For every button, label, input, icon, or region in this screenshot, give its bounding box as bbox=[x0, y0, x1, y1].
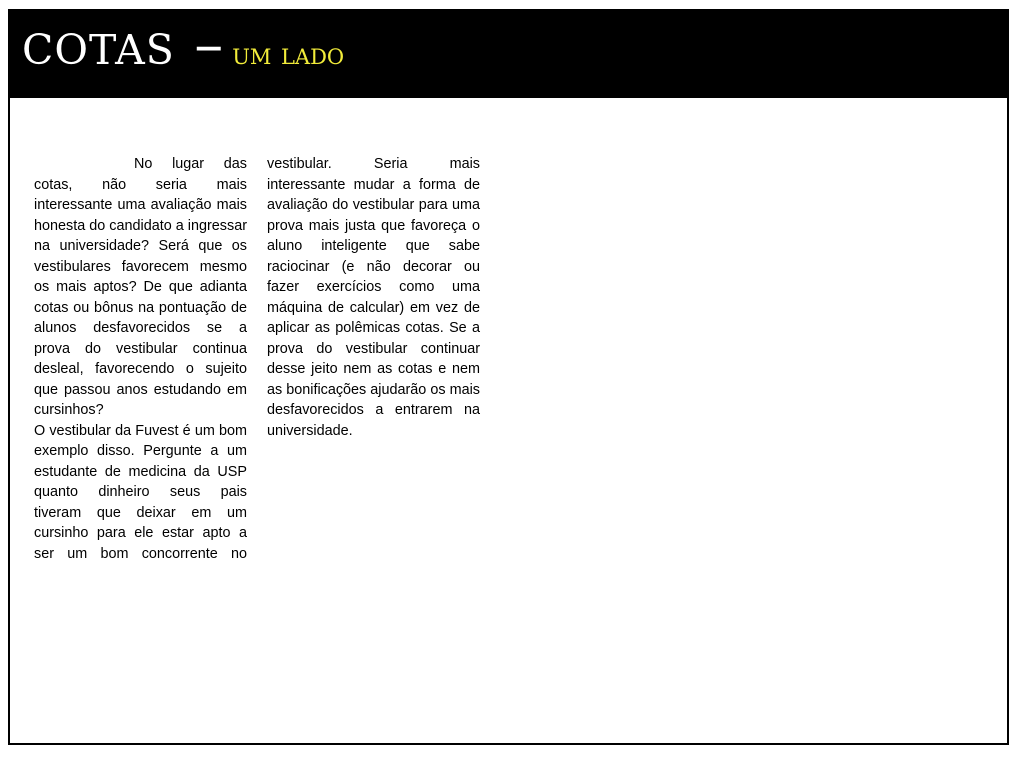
slide-title bbox=[22, 10, 345, 78]
paragraph-1: No lugar das cotas, não seria mais interessante uma avaliação mais honesta do candidato a ingressar na universidade? Será que os vestibulares favorecem mesmo os mais aptos? De que adianta cotas ou bônus na pontuação de alunos desfavorecidos se a prova do vestibular continua desleal, favorecendo o sujeito que passou anos estudando em cursinhos? bbox=[34, 156, 247, 418]
title-bar bbox=[8, 9, 1009, 97]
body-text-columns bbox=[34, 154, 480, 584]
paragraph-2: O vestibular da Fuvest é um bom exemplo disso. Pergunte a um estudante de medicina da USP quanto dinheiro seus pais tiveram que deixar em um cursinho para ele estar apto a ser um bom concorrente no vestibular. Seria mais interessante mudar a forma de avaliação do vestibular para uma prova mais justa que favoreça o aluno inteligente que sabe raciocinar (e não decorar ou fazer exercícios como uma máquina de calcular) em vez de aplicar as polêmicas cotas. Se a prova do vestibular continuar desse jeito nem as cotas e nem as bonificações ajudarão os mais desfavorecidos a entrarem na universidade. bbox=[34, 156, 480, 562]
title-main: cotas – bbox=[22, 10, 225, 78]
title-subtitle: um lado bbox=[232, 37, 345, 72]
